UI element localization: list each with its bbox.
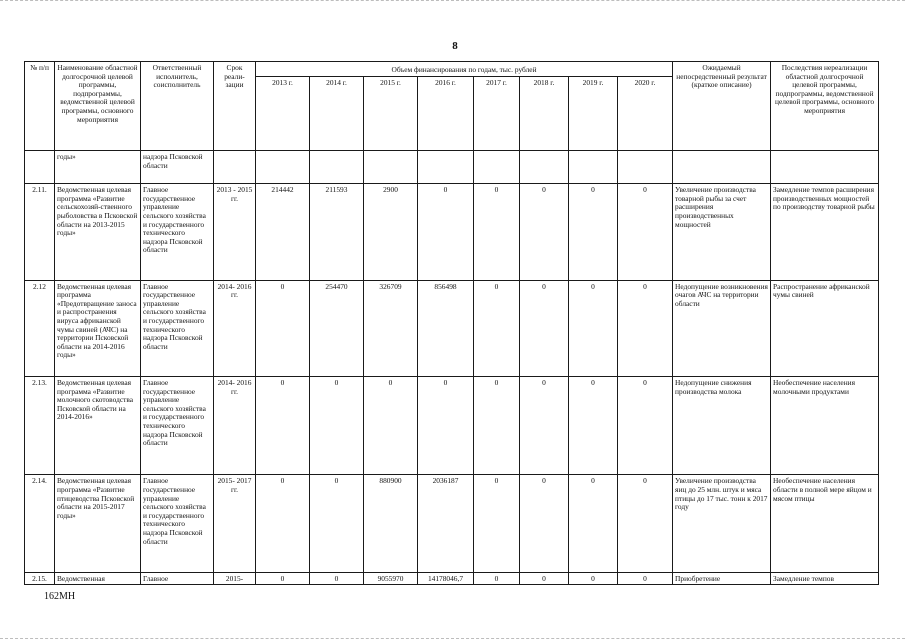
row-value: 0 <box>474 184 520 280</box>
row-value: 880900 <box>364 475 418 572</box>
header-year: 2014 г. <box>310 77 364 151</box>
header-year: 2018 г. <box>520 77 569 151</box>
row-consequence: Необеспечение населения молочными продуктами <box>771 377 879 475</box>
row-term: 2015- 2017 гг. <box>214 475 256 572</box>
header-name: Наименование областной долгосрочной целевой программы, подпрограммы, ведомственной целевой программы, основного мероприятия <box>55 62 141 151</box>
header-consequence: Последствия нереализации областной долгосрочной целевой программы, подпрограммы, ведомственной целевой программы, основного мероприятия <box>771 62 879 151</box>
row-value: 0 <box>418 377 474 475</box>
row-consequence <box>771 151 879 184</box>
row-executor: Главное государственное управление сельского хозяйства и государственного технического надзора Псковской области <box>141 280 214 376</box>
row-value: 0 <box>569 572 618 584</box>
row-value: 254470 <box>310 280 364 376</box>
row-value: 0 <box>520 184 569 280</box>
row-executor: Главное государственное управление сельского хозяйства и государственного технического надзора Псковской области <box>141 184 214 280</box>
table-row <box>25 184 879 280</box>
row-value <box>520 151 569 184</box>
row-value <box>474 151 520 184</box>
row-executor: надзора Псковской области <box>141 151 214 184</box>
row-value: 0 <box>474 572 520 584</box>
row-result: Увеличение производства яиц до 25 млн. штук и мяса птицы до 17 тыс. тонн к 2017 году <box>673 475 771 572</box>
row-value: 0 <box>520 475 569 572</box>
row-value: 0 <box>474 475 520 572</box>
row-consequence: Необеспечение населения области в полной мере яйцом и мясом птицы <box>771 475 879 572</box>
row-value <box>310 151 364 184</box>
row-value: 0 <box>618 377 673 475</box>
table-row <box>25 151 879 184</box>
row-value: 0 <box>364 377 418 475</box>
row-result: Увеличение производства товарной рыбы за счет расширения производственных мощностей <box>673 184 771 280</box>
row-value <box>364 151 418 184</box>
row-value: 0 <box>256 280 310 376</box>
row-value: 0 <box>569 280 618 376</box>
row-value: 856498 <box>418 280 474 376</box>
header-year: 2015 г. <box>364 77 418 151</box>
header-year: 2016 г. <box>418 77 474 151</box>
row-value: 0 <box>310 377 364 475</box>
header-year: 2017 г. <box>474 77 520 151</box>
row-value: 0 <box>618 475 673 572</box>
row-value: 9055970 <box>364 572 418 584</box>
row-value: 0 <box>256 377 310 475</box>
row-consequence: Замедление темпов <box>771 572 879 584</box>
row-value: 0 <box>310 475 364 572</box>
row-value <box>569 151 618 184</box>
row-name: Ведомственная <box>55 572 141 584</box>
row-value: 0 <box>418 184 474 280</box>
row-name: годы» <box>55 151 141 184</box>
row-value: 214442 <box>256 184 310 280</box>
row-name: Ведомственная целевая программа «Развитие птицеводства Псковской области на 2015-2017 годы» <box>55 475 141 572</box>
row-executor: Главное <box>141 572 214 584</box>
row-num: 2.13. <box>25 377 55 475</box>
header-funding: Объем финансирования по годам, тыс. рублей <box>256 62 673 77</box>
row-value: 14178046,7 <box>418 572 474 584</box>
row-value: 0 <box>474 280 520 376</box>
row-term: 2014- 2016 гг. <box>214 377 256 475</box>
row-value: 0 <box>618 572 673 584</box>
row-term: 2015- <box>214 572 256 584</box>
row-value: 0 <box>569 475 618 572</box>
row-value <box>256 151 310 184</box>
row-executor: Главное государственное управление сельского хозяйства и государственного технического надзора Псковской области <box>141 475 214 572</box>
row-value: 0 <box>310 572 364 584</box>
scan-edge-top <box>0 0 905 5</box>
row-value: 211593 <box>310 184 364 280</box>
header-executor: Ответственный исполнитель, соисполнитель <box>141 62 214 151</box>
table-row <box>25 475 879 572</box>
page-number: 8 <box>452 40 458 52</box>
table-row <box>25 572 879 584</box>
row-value <box>418 151 474 184</box>
row-value: 0 <box>520 377 569 475</box>
row-value: 326709 <box>364 280 418 376</box>
row-consequence: Распространение африканской чумы свиней <box>771 280 879 376</box>
row-executor: Главное государственное управление сельского хозяйства и государственного технического надзора Псковской области <box>141 377 214 475</box>
header-term: Срок реали-зации <box>214 62 256 151</box>
row-value: 0 <box>256 475 310 572</box>
table-row <box>25 377 879 475</box>
row-term: 2013 - 2015 гг. <box>214 184 256 280</box>
header-row-1 <box>25 62 879 77</box>
row-result: Приобретение <box>673 572 771 584</box>
row-value: 2036187 <box>418 475 474 572</box>
row-value: 0 <box>520 572 569 584</box>
row-num: 2.12 <box>25 280 55 376</box>
row-result: Недопущение снижения производства молока <box>673 377 771 475</box>
table-row <box>25 280 879 376</box>
row-value: 0 <box>256 572 310 584</box>
row-value: 0 <box>474 377 520 475</box>
row-num: 2.14. <box>25 475 55 572</box>
row-term: 2014- 2016 гг. <box>214 280 256 376</box>
financing-table <box>24 61 879 585</box>
row-value: 2900 <box>364 184 418 280</box>
row-name: Ведомственная целевая программа «Развитие сельскохозяй-ственного рыболовства в Псковской области на 2013-2015 годы» <box>55 184 141 280</box>
row-num: 2.11. <box>25 184 55 280</box>
header-num: № п/п <box>25 62 55 151</box>
row-value: 0 <box>520 280 569 376</box>
scan-edge-bottom <box>0 634 905 639</box>
row-value <box>618 151 673 184</box>
row-num: 2.15. <box>25 572 55 584</box>
row-consequence: Замедление темпов расширения производственных мощностей по производству товарной рыбы <box>771 184 879 280</box>
row-num <box>25 151 55 184</box>
row-value: 0 <box>569 184 618 280</box>
row-result: Недопущение возникновения очагов АЧС на территории области <box>673 280 771 376</box>
row-value: 0 <box>618 184 673 280</box>
header-year: 2013 г. <box>256 77 310 151</box>
row-result <box>673 151 771 184</box>
header-year: 2020 г. <box>618 77 673 151</box>
row-name: Ведомственная целевая программа «Развитие молочного скотоводства Псковской области на 2014-2016» <box>55 377 141 475</box>
header-result: Ожидаемый непосредственный результат (краткое описание) <box>673 62 771 151</box>
footer-code: 162МН <box>44 591 76 602</box>
row-term <box>214 151 256 184</box>
row-value: 0 <box>618 280 673 376</box>
header-year: 2019 г. <box>569 77 618 151</box>
row-value: 0 <box>569 377 618 475</box>
row-name: Ведомственная целевая программа «Предотвращение заноса и распространения вируса африканской чумы свиней (АЧС) на территории Псковской области на 2014-2016 годы» <box>55 280 141 376</box>
